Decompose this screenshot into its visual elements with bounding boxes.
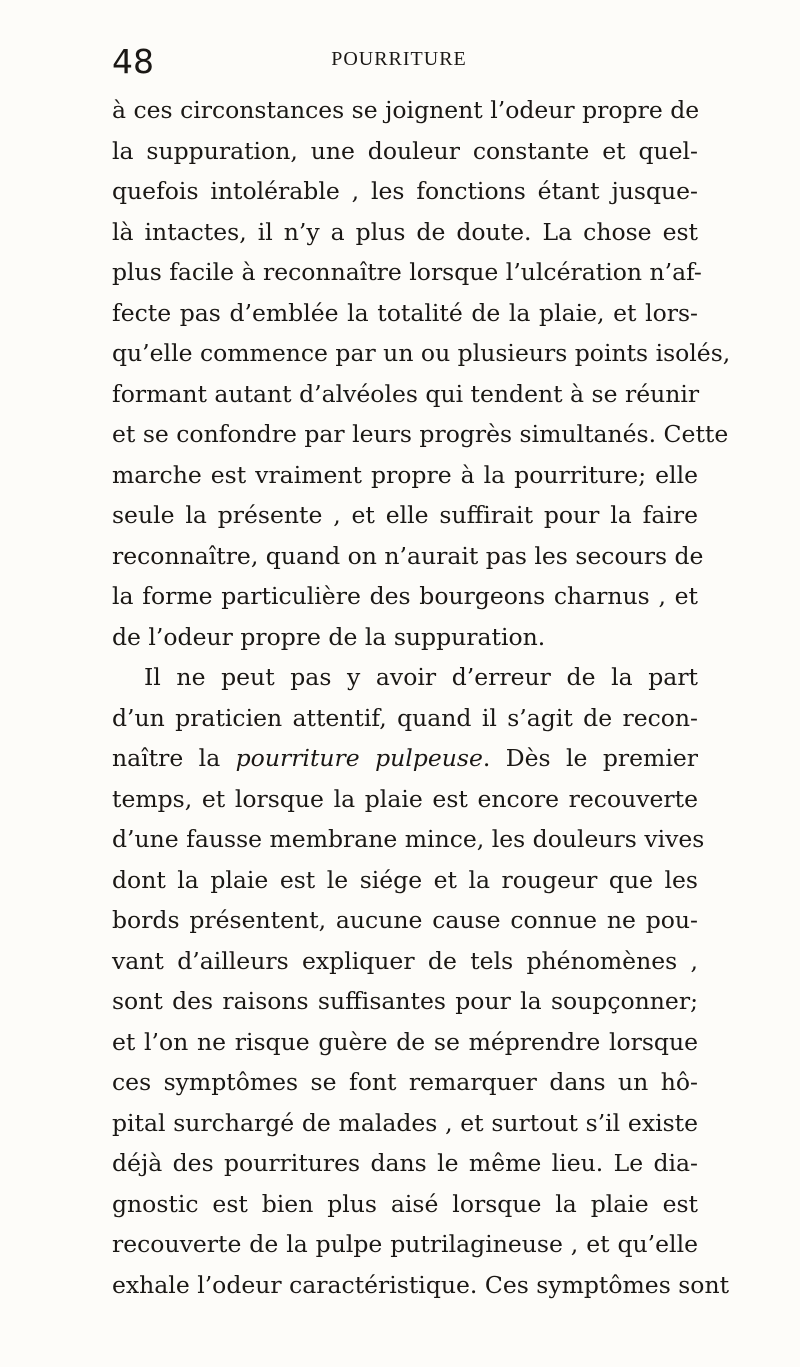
page-header [112, 42, 686, 82]
running-title: POURRITURE [331, 48, 467, 70]
text-line: recouverte de la pulpe putrilagineuse , et qu’elle [112, 1230, 698, 1258]
text-line: qu’elle commence par un ou plusieurs points isolés, [112, 339, 731, 367]
paragraph-2 [112, 657, 730, 1305]
italic-term: pourriture pulpeuse [235, 744, 483, 772]
text-body [112, 90, 731, 1305]
text-line: reconnaître, quand on n’aurait pas les secours de [112, 541, 704, 570]
text-line-with-italic [112, 738, 698, 779]
text-line: fecte pas d’emblée la totalité de la plaie, et lors- [112, 298, 698, 327]
text-line: et l’on ne risque guère de se méprendre lorsque [112, 1027, 698, 1056]
text-line: de l’odeur propre de la suppuration. [112, 622, 546, 651]
text-line: marche est vraiment propre à la pourriture; elle [112, 460, 698, 489]
text-fragment: . Dès le premier [482, 744, 698, 772]
text-line: d’une fausse membrane mince, les douleurs vives [112, 825, 705, 853]
text-line: gnostic est bien plus aisé lorsque la plaie est [112, 1189, 698, 1218]
text-fragment: naître la [112, 744, 236, 772]
text-line: formant autant d’alvéoles qui tendent à se réunir [112, 379, 700, 408]
page-number: 48 [112, 42, 154, 81]
paragraph-1 [112, 90, 731, 657]
text-line: là intactes, il n’y a plus de doute. La chose est [112, 217, 698, 246]
text-line: quefois intolérable , les fonctions étant jusque- [112, 177, 698, 205]
text-line: déjà des pourritures dans le même lieu. Le dia- [112, 1149, 698, 1177]
text-line: vant d’ailleurs expliquer de tels phénomènes , [112, 946, 698, 975]
text-line: la forme particulière des bourgeons charnus , et [112, 582, 698, 610]
text-line: pital surchargé de malades , et surtout s’il existe [112, 1108, 698, 1137]
text-line: et se confondre par leurs progrès simultanés. Cette [112, 420, 729, 448]
text-line: la suppuration, une douleur constante et quel- [112, 136, 698, 165]
text-line: dont la plaie est le siége et la rougeur que les [112, 865, 698, 894]
text-line: exhale l’odeur caractéristique. Ces symptômes sont [112, 1270, 730, 1299]
text-line: bords présentent, aucune cause connue ne pou- [112, 906, 698, 934]
text-line: Il ne peut pas y avoir d’erreur de la part [144, 663, 698, 691]
text-line: à ces circonstances se joignent l’odeur propre de [112, 96, 700, 124]
text-line: seule la présente , et elle suffirait pour la faire [112, 501, 698, 529]
text-line: sont des raisons suffisantes pour la soupçonner; [112, 987, 698, 1015]
text-line: plus facile à reconnaître lorsque l’ulcération n’af- [112, 258, 702, 286]
text-line: ces symptômes se font remarquer dans un hô- [112, 1068, 698, 1096]
text-line: temps, et lorsque la plaie est encore recouverte [112, 784, 698, 813]
text-line: d’un praticien attentif, quand il s’agit de recon- [112, 703, 698, 732]
